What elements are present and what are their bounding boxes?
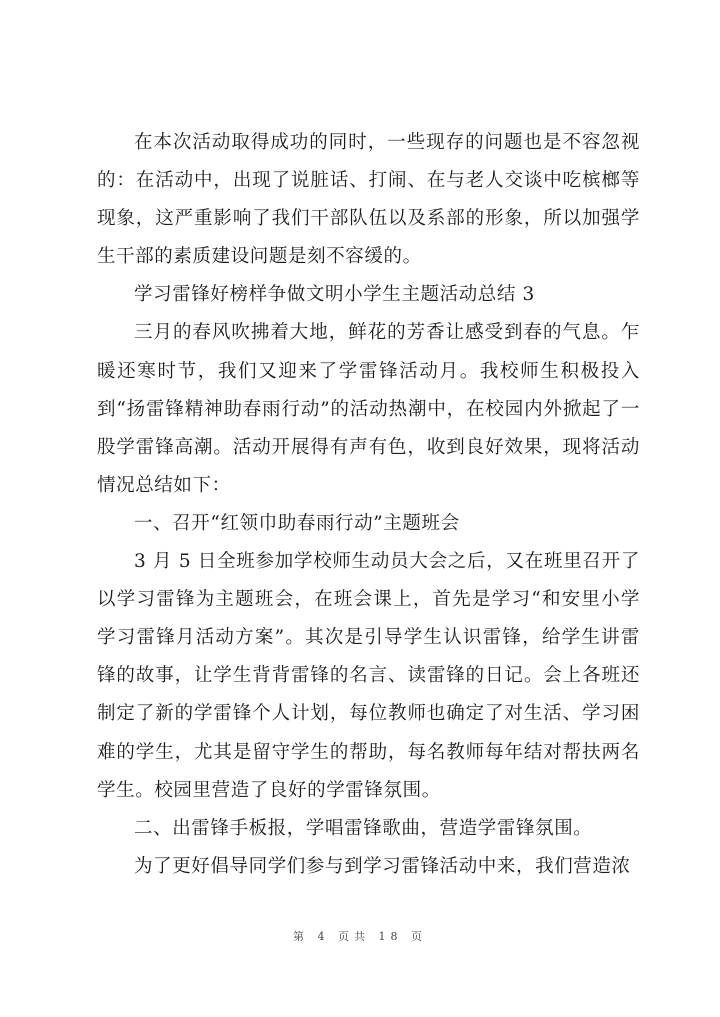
- paragraph-intro: 三月的春风吹拂着大地，鲜花的芳香让感受到春的气息。乍暖还寒时节，我们又迎来了学雷锋活动月。我校师生积极投入到“扬雷锋精神助春雨行动”的活动热潮中，在校园内外掀起了一股学雷锋高潮。活动开展得有声有色，收到良好效果，现将活动情况总结如下：: [97, 322, 640, 496]
- heading-blackboard: 二、出雷锋手板报，学唱雷锋歌曲，营造学雷锋氛围。: [134, 817, 593, 839]
- section-title: 学习雷锋好榜样争做文明小学生主题活动总结 3: [134, 284, 535, 306]
- document-body: [97, 124, 640, 886]
- page-footer: 第 4 页共 18 页: [293, 930, 427, 943]
- heading-class-meeting: 一、召开“红领巾助春雨行动”主题班会: [134, 512, 460, 534]
- paragraph-atmosphere: 为了更好倡导同学们参与到学习雷锋活动中来，我们营造浓: [134, 855, 631, 877]
- paragraph-problems: 在本次活动取得成功的同时，一些现存的问题也是不容忽视的：在活动中，出现了说脏话、打闹、在与老人交谈中吃槟榔等现象，这严重影响了我们干部队伍以及系部的形象，所以加强学生干部的素质建设问题是刻不容缓的。: [97, 132, 640, 268]
- paragraph-class-meeting: 3 月 5 日全班参加学校师生动员大会之后，又在班里召开了以学习雷锋为主题班会，在班会课上，首先是学习“和安里小学学习雷锋月活动方案”。其次是引导学生认识雷锋，给学生讲雷锋的故事，让学生背背雷锋的名言、读雷锋的日记。会上各班还制定了新的学雷锋个人计划，每位教师也确定了对生活、学习困难的学生，尤其是留守学生的帮助，每名教师每年结对帮扶两名学生。校园里营造了良好的学雷锋氛围。: [97, 551, 640, 801]
